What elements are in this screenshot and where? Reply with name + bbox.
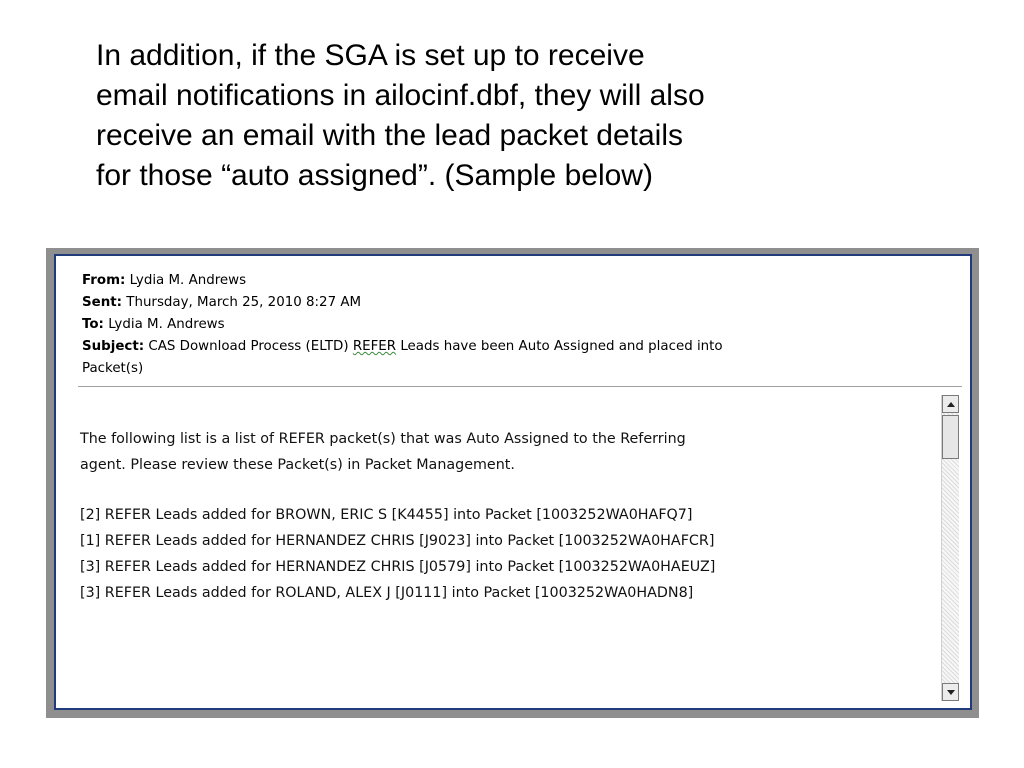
lead-line: [3] REFER Leads added for ROLAND, ALEX J [J0111] into Packet [1003252WA0HADN8]: [80, 585, 694, 601]
scroll-up-button[interactable]: [942, 395, 959, 413]
from-row: [82, 270, 862, 292]
caption-line: receive an email with the lead packet details: [96, 119, 683, 152]
header-divider: [78, 386, 962, 387]
vertical-scrollbar[interactable]: [941, 395, 959, 701]
slide-caption: [96, 36, 956, 196]
lead-line: [3] REFER Leads added for HERNANDEZ CHRIS [J0579] into Packet [1003252WA0HAEUZ]: [80, 559, 716, 575]
lead-line: [1] REFER Leads added for HERNANDEZ CHRIS [J9023] into Packet [1003252WA0HAFCR]: [80, 533, 715, 549]
subject-spellcheck-word: REFER: [352, 339, 397, 354]
arrow-down-icon: [947, 690, 955, 695]
subject-row-continued: [82, 358, 862, 380]
sent-label: Sent:: [82, 295, 123, 310]
from-label: From:: [82, 273, 126, 288]
to-value: Lydia M. Andrews: [108, 317, 225, 332]
arrow-up-icon: [947, 402, 955, 407]
subject-label: Subject:: [82, 339, 145, 354]
caption-line: email notifications in ailocinf.dbf, they will also: [96, 79, 705, 112]
to-row: [82, 314, 862, 336]
sent-row: [82, 292, 862, 314]
lead-line: [2] REFER Leads added for BROWN, ERIC S [K4455] into Packet [1003252WA0HAFQ7]: [80, 507, 693, 523]
intro-line: agent. Please review these Packet(s) in Packet Management.: [80, 457, 515, 473]
subject-text: Packet(s): [82, 361, 144, 376]
caption-line: for those “auto assigned”. (Sample below): [96, 159, 653, 192]
sent-value: Thursday, March 25, 2010 8:27 AM: [126, 295, 362, 310]
from-value: Lydia M. Andrews: [129, 273, 247, 288]
caption-line: In addition, if the SGA is set up to receive: [96, 39, 645, 72]
subject-text: Leads have been Auto Assigned and placed into: [396, 339, 723, 354]
subject-row: [82, 336, 862, 358]
intro-line: The following list is a list of REFER packet(s) that was Auto Assigned to the Referring: [80, 431, 686, 447]
scroll-down-button[interactable]: [942, 683, 959, 701]
to-label: To:: [82, 317, 104, 332]
scrollbar-thumb[interactable]: [942, 415, 959, 459]
email-body[interactable]: [80, 426, 910, 606]
paragraph-gap: [80, 478, 910, 502]
email-window: [54, 254, 972, 710]
subject-text: CAS Download Process (ELTD): [148, 339, 353, 354]
email-header: [82, 270, 862, 380]
